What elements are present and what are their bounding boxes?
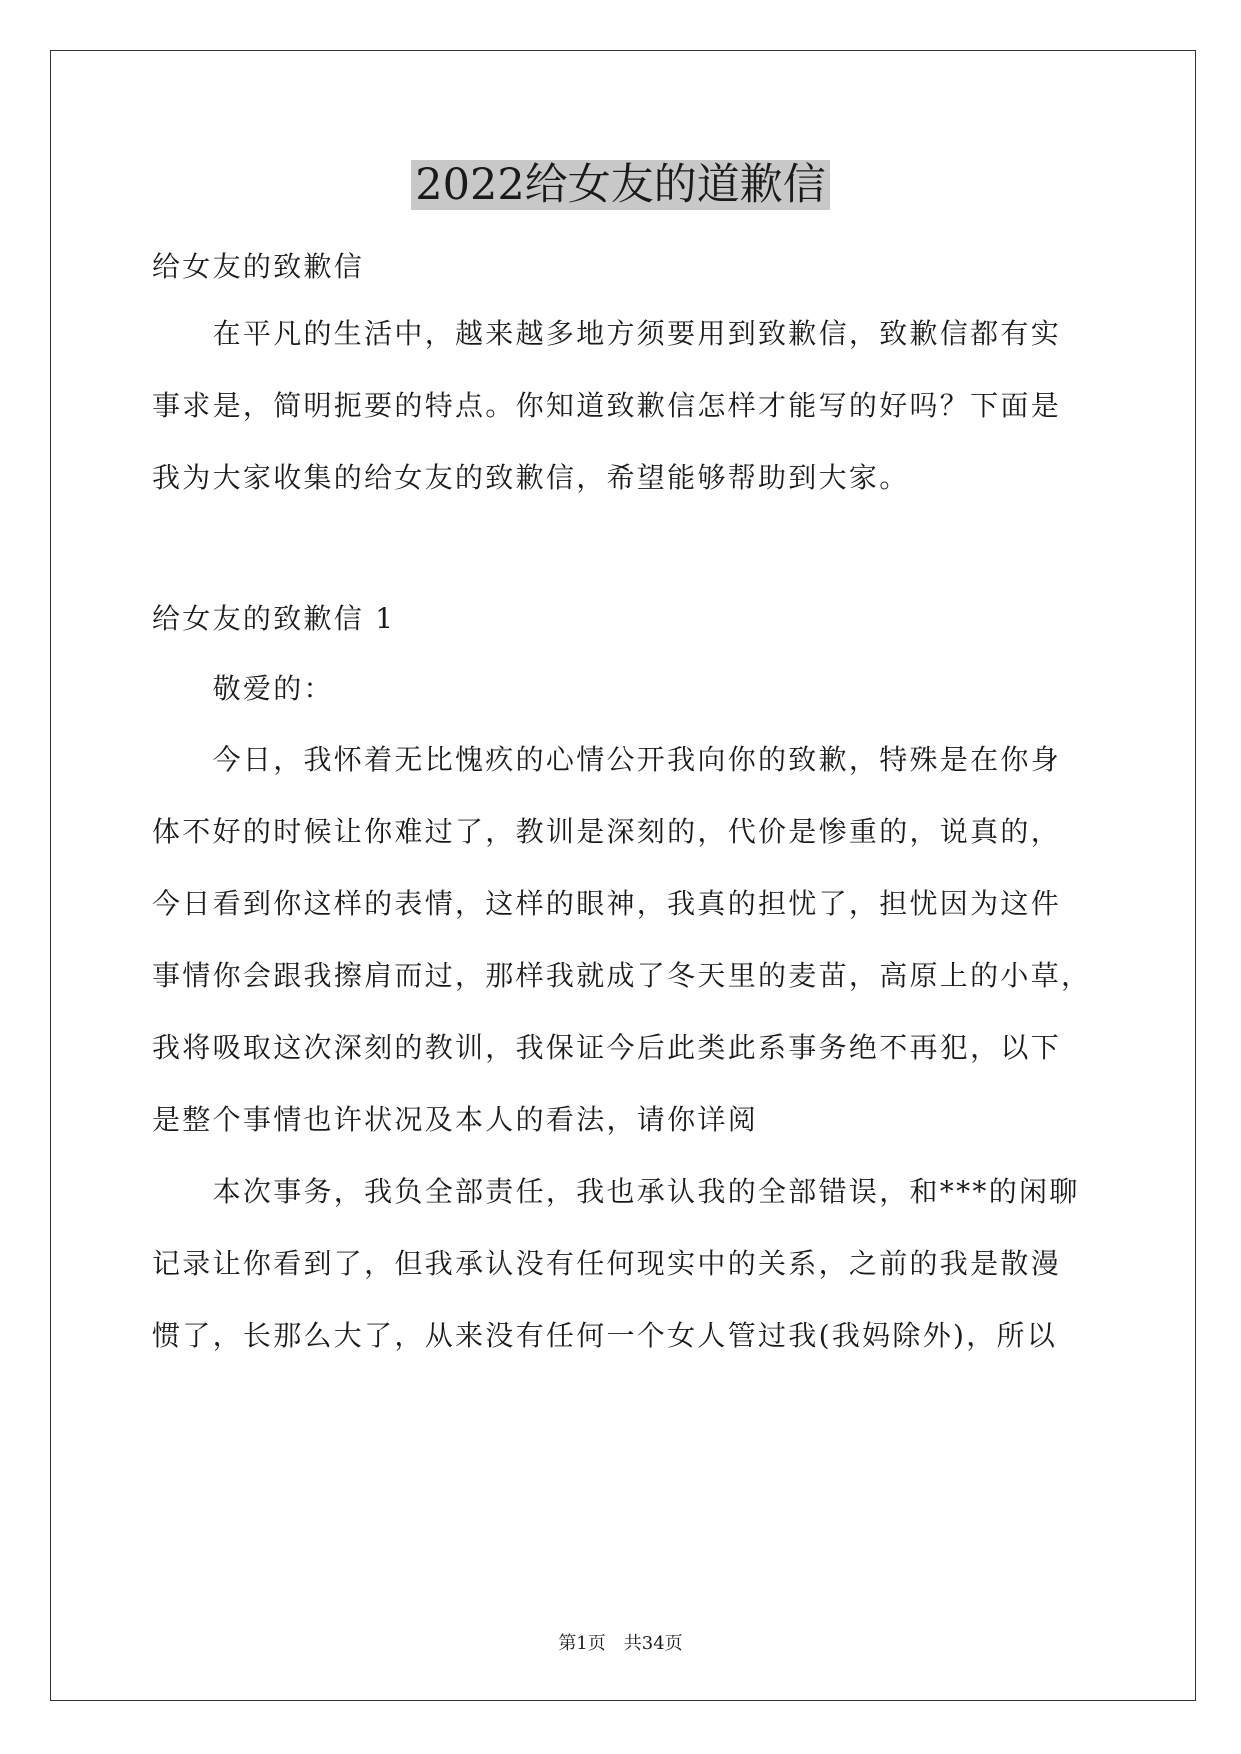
paragraph-line: 今日，我怀着无比愧疚的心情公开我向你的致歉，特殊是在你身 — [152, 743, 1062, 776]
salutation: 敬爱的： — [152, 672, 334, 705]
paragraph-line: 今日看到你这样的表情，这样的眼神，我真的担忧了，担忧因为这件 — [152, 887, 1062, 920]
section-heading: 给女友的致歉信 — [152, 250, 365, 283]
paragraph-line: 是整个事情也许状况及本人的看法，请你详阅 — [152, 1103, 759, 1136]
paragraph-line: 我将吸取这次深刻的教训，我保证今后此类此系事务绝不再犯，以下 — [152, 1031, 1062, 1064]
paragraph-line: 体不好的时候让你难过了，教训是深刻的，代价是惨重的，说真的， — [152, 815, 1062, 848]
document-title-text: 2022给女友的道歉信 — [411, 160, 829, 210]
paragraph-line: 事情你会跟我擦肩而过，那样我就成了冬天里的麦苗，高原上的小草， — [152, 959, 1092, 992]
paragraph-line: 事求是，简明扼要的特点。你知道致歉信怎样才能写的好吗？下面是 — [152, 389, 1062, 422]
paragraph-line: 本次事务，我负全部责任，我也承认我的全部错误，和***的闲聊 — [152, 1175, 1080, 1208]
page-number: 第1页 — [558, 1633, 606, 1654]
paragraph-line: 惯了，长那么大了，从来没有任何一个女人管过我(我妈除外)，所以 — [152, 1319, 1058, 1352]
paragraph-line: 我为大家收集的给女友的致歉信，希望能够帮助到大家。 — [152, 461, 910, 494]
page-footer — [0, 1632, 1241, 1656]
page-total: 共34页 — [623, 1633, 683, 1654]
paragraph-line: 记录让你看到了，但我承认没有任何现实中的关系，之前的我是散漫 — [152, 1247, 1062, 1280]
page-border — [50, 50, 1196, 1701]
section-heading: 给女友的致歉信 1 — [152, 602, 396, 635]
paragraph-line: 在平凡的生活中，越来越多地方须要用到致歉信，致歉信都有实 — [152, 317, 1062, 350]
document-title — [0, 155, 1241, 215]
